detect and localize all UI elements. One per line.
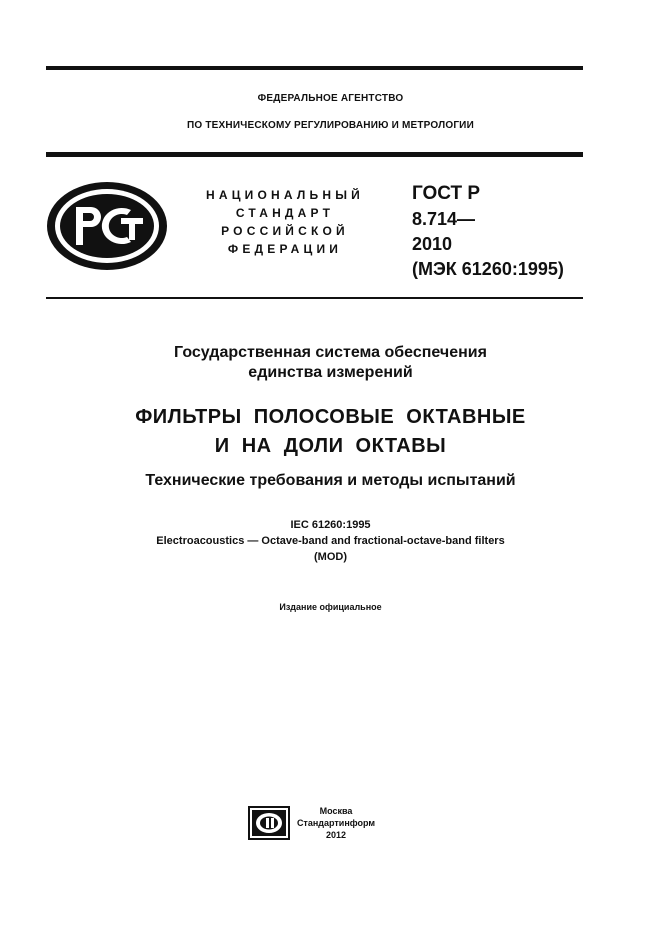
gost-r-emblem-icon: [45, 180, 169, 272]
edition-label: Издание официальное: [279, 602, 382, 612]
document-subtitle: Технические требования и методы испытаний: [145, 472, 516, 489]
international-equivalent: (МЭК 61260:1995): [412, 259, 564, 279]
publisher-year: 2012: [325, 830, 347, 840]
iec-title: Electroacoustics — Octave-band and fractional-octave-band filters: [156, 535, 505, 547]
block-divider-rule: [46, 297, 583, 299]
standard-type-line-1: НАЦИОНАЛЬНЫЙ: [205, 188, 365, 202]
gost-label: ГОСТ Р: [412, 183, 481, 204]
standard-number: 8.714—: [412, 209, 476, 229]
main-title-line-2: И НА ДОЛИ ОКТАВЫ: [214, 435, 447, 457]
standard-year: 2010: [412, 234, 453, 254]
iec-mod: (MOD): [314, 551, 347, 563]
standard-type-line-2: СТАНДАРТ: [235, 206, 335, 220]
iec-code: IEC 61260:1995: [290, 519, 371, 531]
standard-type-line-4: ФЕДЕРАЦИИ: [227, 242, 343, 256]
header-divider-rule: [46, 152, 583, 157]
publisher-city: Москва: [319, 806, 353, 816]
standard-type-line-3: РОССИЙСКОЙ: [221, 224, 349, 238]
series-title-line-2: единства измерений: [248, 364, 413, 381]
series-title-line-1: Государственная система обеспечения: [174, 344, 487, 361]
top-rule: [46, 66, 583, 70]
agency-line-2: ПО ТЕХНИЧЕСКОМУ РЕГУЛИРОВАНИЮ И МЕТРОЛОГИИ: [187, 120, 474, 131]
agency-line-1: ФЕДЕРАЛЬНОЕ АГЕНТСТВО: [257, 93, 404, 104]
standartinform-logo-icon: [248, 806, 290, 840]
publisher-name: Стандартинформ: [296, 818, 376, 828]
main-title-line-1: ФИЛЬТРЫ ПОЛОСОВЫЕ ОКТАВНЫЕ: [135, 406, 526, 428]
